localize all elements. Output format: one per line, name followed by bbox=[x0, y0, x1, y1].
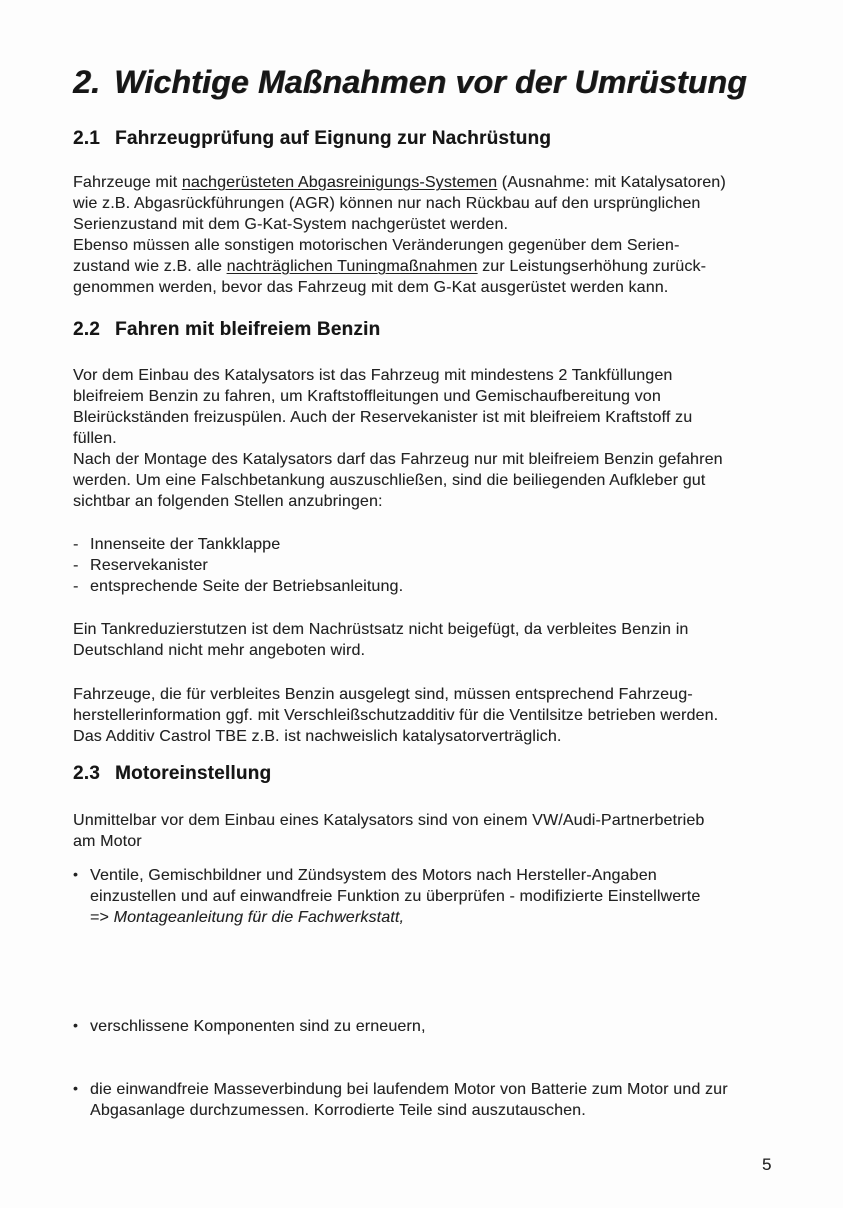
text-line: Ebenso müssen alle sonstigen motorischen Veränderungen gegenüber dem Serien- bbox=[73, 237, 680, 254]
section-number-2-3: 2.3 bbox=[73, 763, 101, 784]
paragraph-unleaded-fuel bbox=[73, 365, 813, 512]
page-number: 5 bbox=[762, 1155, 772, 1174]
text-line: wie z.B. Abgasrückführungen (AGR) können nur nach Rückbau auf den ursprünglichen bbox=[73, 195, 701, 212]
list-item-text: Reservekanister bbox=[90, 557, 208, 574]
text-line: Unmittelbar vor dem Einbau eines Katalysators sind von einem VW/Audi-Partnerbetrieb bbox=[73, 812, 705, 829]
section-number-2-2: 2.2 bbox=[73, 319, 101, 340]
paragraph-engine-intro bbox=[73, 810, 813, 852]
list-item bbox=[73, 576, 813, 597]
section-title-2-3: Motoreinstellung bbox=[115, 763, 272, 784]
paragraph-vehicle-check bbox=[73, 172, 813, 298]
italic-reference-title: Montageanleitung für die Fachwerkstatt, bbox=[113, 909, 405, 926]
text-line: verschlissene Komponenten sind zu erneuern, bbox=[90, 1018, 426, 1035]
underlined-phrase: nachträglichen Tuningmaßnahmen bbox=[226, 258, 478, 275]
chapter-number: 2. bbox=[73, 64, 101, 100]
bullet-marker: • bbox=[73, 1080, 79, 1096]
bullet-marker: • bbox=[73, 1017, 79, 1033]
bullet-item-worn-components bbox=[73, 1016, 830, 1037]
text-line: Bleirückständen freizuspülen. Auch der Reservekanister ist mit bleifreiem Kraftstoff zu bbox=[73, 409, 693, 426]
text-line: Deutschland nicht mehr angeboten wird. bbox=[73, 642, 366, 659]
bullet-item-valves bbox=[73, 865, 830, 928]
text-line: Ein Tankreduzierstutzen ist dem Nachrüstsatz nicht beigefügt, da verbleites Benzin in bbox=[73, 621, 689, 638]
text-line: Nach der Montage des Katalysators darf das Fahrzeug nur mit bleifreiem Benzin gefahren bbox=[73, 451, 723, 468]
text-line: bleifreiem Benzin zu fahren, um Kraftstoffleitungen und Gemischaufbereitung von bbox=[73, 388, 661, 405]
text-line bbox=[73, 256, 813, 277]
dash-marker: - bbox=[73, 557, 79, 574]
bullet-marker: • bbox=[73, 866, 79, 882]
text-run: Fahrzeuge mit bbox=[73, 174, 182, 191]
paragraph-additive bbox=[73, 684, 813, 747]
text-line: Fahrzeuge, die für verbleites Benzin ausgelegt sind, müssen entsprechend Fahrzeug- bbox=[73, 686, 693, 703]
section-heading-2-2 bbox=[73, 318, 380, 342]
section-heading-2-1 bbox=[73, 127, 551, 151]
section-title-2-1: Fahrzeugprüfung auf Eignung zur Nachrüstung bbox=[115, 128, 552, 149]
chapter-heading bbox=[73, 62, 747, 102]
list-item bbox=[73, 555, 813, 576]
section-heading-2-3 bbox=[73, 762, 271, 786]
arrow-reference: => bbox=[90, 909, 114, 926]
section-number-2-1: 2.1 bbox=[73, 128, 101, 149]
list-item-text: Innenseite der Tankklappe bbox=[90, 536, 281, 553]
list-item bbox=[73, 534, 813, 555]
text-line: genommen werden, bevor das Fahrzeug mit dem G-Kat ausgerüstet werden kann. bbox=[73, 279, 669, 296]
text-line: einzustellen und auf einwandfreie Funktion zu überprüfen - modifizierte Einstellwerte bbox=[90, 888, 701, 905]
sticker-location-list bbox=[73, 534, 813, 597]
text-line: füllen. bbox=[73, 430, 117, 447]
paragraph-tank-reducer bbox=[73, 619, 813, 661]
chapter-title: Wichtige Maßnahmen vor der Umrüstung bbox=[114, 64, 747, 100]
text-run: (Ausnahme: mit Katalysatoren) bbox=[497, 174, 726, 191]
dash-marker: - bbox=[73, 536, 79, 553]
text-line: Vor dem Einbau des Katalysators ist das Fahrzeug mit mindestens 2 Tankfüllungen bbox=[73, 367, 673, 384]
text-line: Das Additiv Castrol TBE z.B. ist nachweislich katalysatorverträglich. bbox=[73, 728, 562, 745]
text-line: am Motor bbox=[73, 833, 142, 850]
text-line bbox=[73, 172, 813, 193]
text-run: zur Leistungserhöhung zurück- bbox=[477, 258, 707, 275]
text-run: zustand wie z.B. alle bbox=[73, 258, 227, 275]
text-line: die einwandfreie Masseverbindung bei laufendem Motor von Batterie zum Motor und zur bbox=[90, 1081, 728, 1098]
dash-marker: - bbox=[73, 578, 79, 595]
text-line bbox=[90, 907, 830, 928]
text-line: Serienzustand mit dem G-Kat-System nachgerüstet werden. bbox=[73, 216, 509, 233]
text-line: werden. Um eine Falschbetankung auszuschließen, sind die beiliegenden Aufkleber gut bbox=[73, 472, 706, 489]
section-title-2-2: Fahren mit bleifreiem Benzin bbox=[115, 319, 381, 340]
text-line: Abgasanlage durchzumessen. Korrodierte Teile sind auszutauschen. bbox=[90, 1102, 586, 1119]
text-line: Ventile, Gemischbildner und Zündsystem des Motors nach Hersteller-Angaben bbox=[90, 867, 657, 884]
list-item-text: entsprechende Seite der Betriebsanleitung. bbox=[90, 578, 404, 595]
bullet-item-ground-connection bbox=[73, 1079, 830, 1121]
underlined-phrase: nachgerüsteten Abgasreinigungs-Systemen bbox=[181, 174, 498, 191]
text-line: herstellerinformation ggf. mit Verschleißschutzadditiv für die Ventilsitze betrieben werden. bbox=[73, 707, 719, 724]
text-line: sichtbar an folgenden Stellen anzubringen: bbox=[73, 493, 383, 510]
